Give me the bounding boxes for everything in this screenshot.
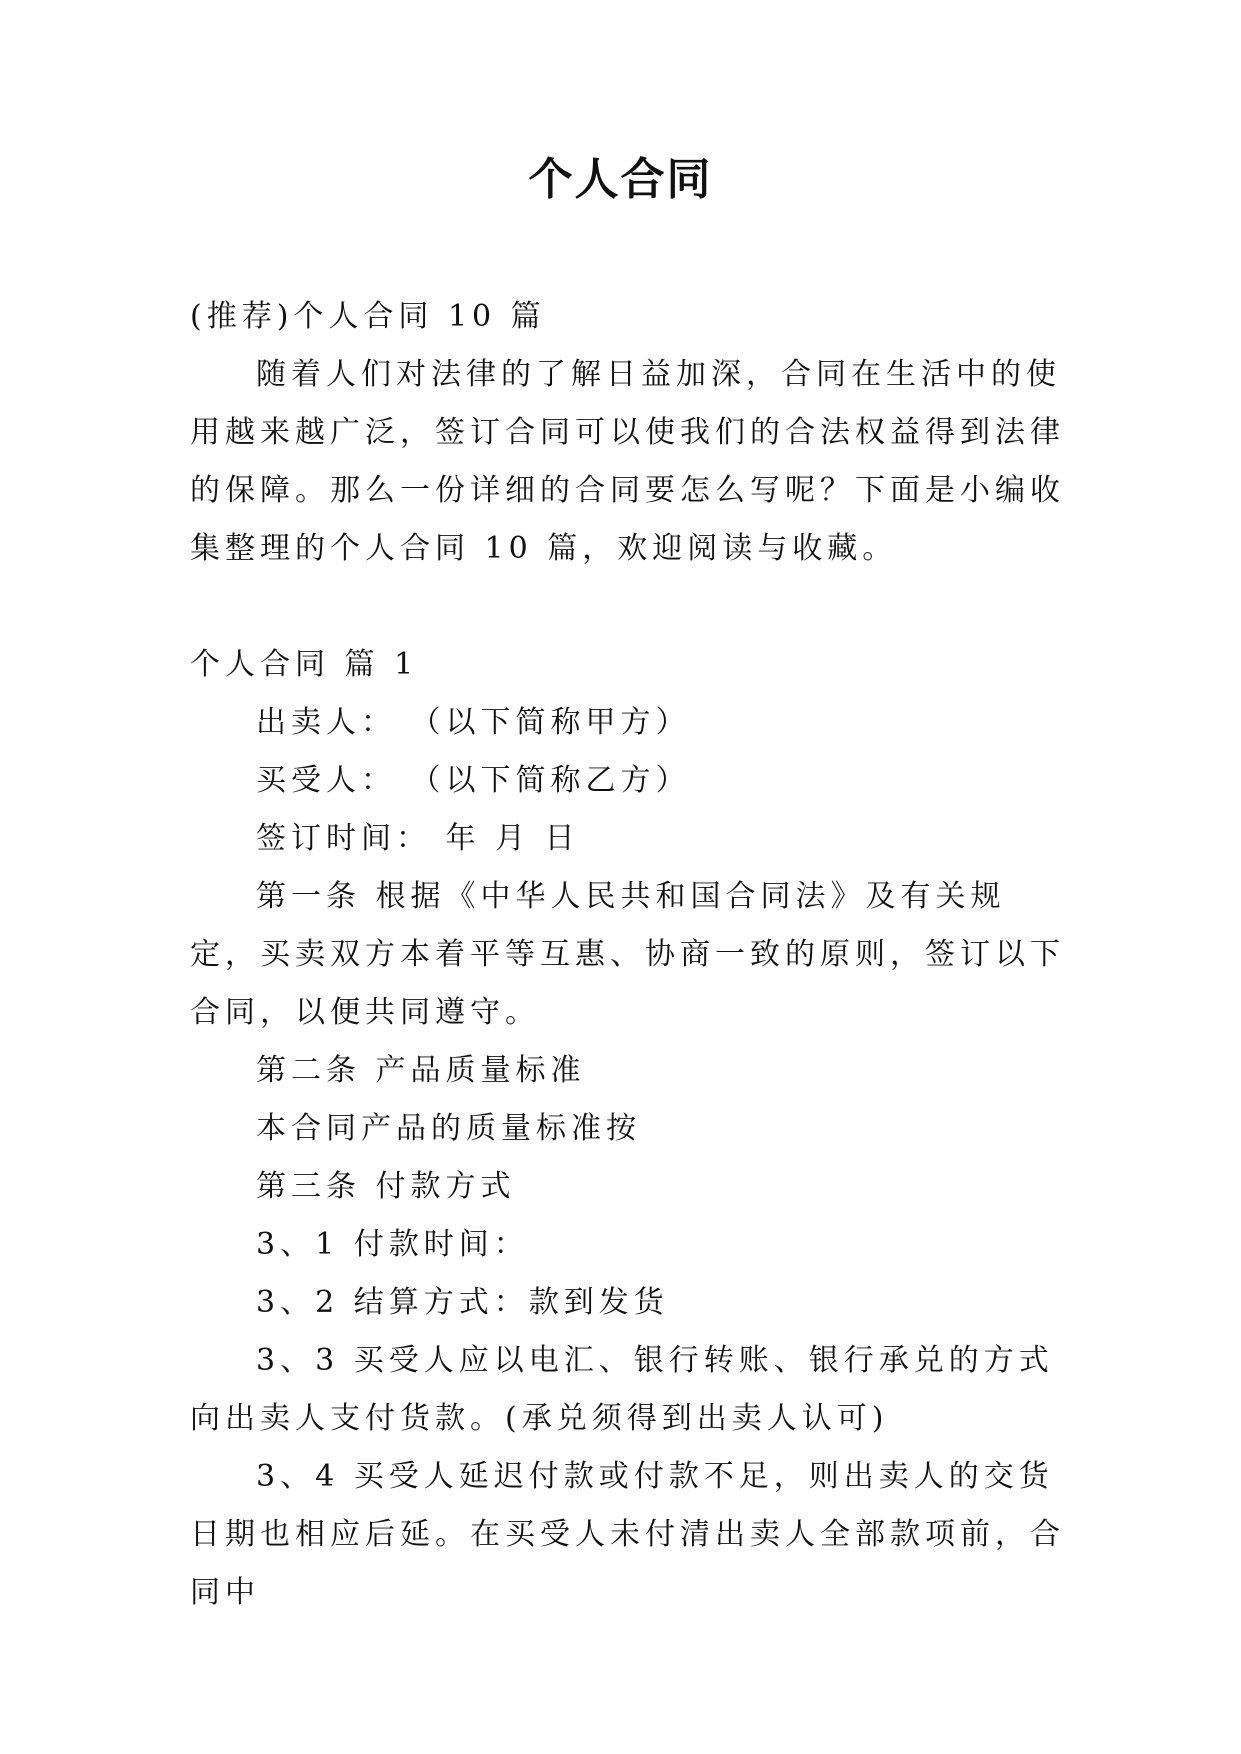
article-3-title: 第三条 付款方式: [256, 1169, 516, 1204]
intro-paragraph: 随着人们对法律的了解日益加深，合同在生活中的使用越来越广泛，签订合同可以使我们的合法权益得到法律的保障。那么一份详细的合同要怎么写呢？下面是小编收集整理的个人合同 10 篇，欢迎阅读与收藏。: [190, 357, 1065, 566]
item-3-3: 3、3 买受人应以电汇、银行转账、银行承兑的方式向出卖人支付货款。(承兑须得到出卖人认可): [190, 1343, 1054, 1436]
article-2-title: 第二条 产品质量标准: [256, 1053, 586, 1088]
document-body: [190, 288, 1070, 1622]
paragraph-gap: [190, 578, 1070, 636]
article-2-body: 本合同产品的质量标准按: [256, 1111, 641, 1146]
item-3-1: 3、1 付款时间：: [256, 1227, 529, 1262]
sign-date-line: 签订时间： 年 月 日: [256, 821, 580, 856]
document-title: 个人合同: [528, 154, 713, 205]
item-3-4: 3、4 买受人延迟付款或付款不足，则出卖人的交货日期也相应后延。在买受人未付清出卖人全部款项前，合同中: [190, 1459, 1065, 1610]
buyer-line: 买受人： （以下简称乙方）: [256, 763, 691, 798]
item-3-2: 3、2 结算方式：款到发货: [256, 1285, 669, 1320]
document-subtitle: (推荐)个人合同 10 篇: [190, 299, 546, 334]
seller-line: 出卖人： （以下简称甲方）: [256, 705, 691, 740]
section-heading: 个人合同 篇 1: [190, 647, 419, 682]
article-1: 第一条 根据《中华人民共和国合同法》及有关规定，买卖双方本着平等互惠、协商一致的原则，签订以下合同，以便共同遵守。: [190, 879, 1065, 1030]
